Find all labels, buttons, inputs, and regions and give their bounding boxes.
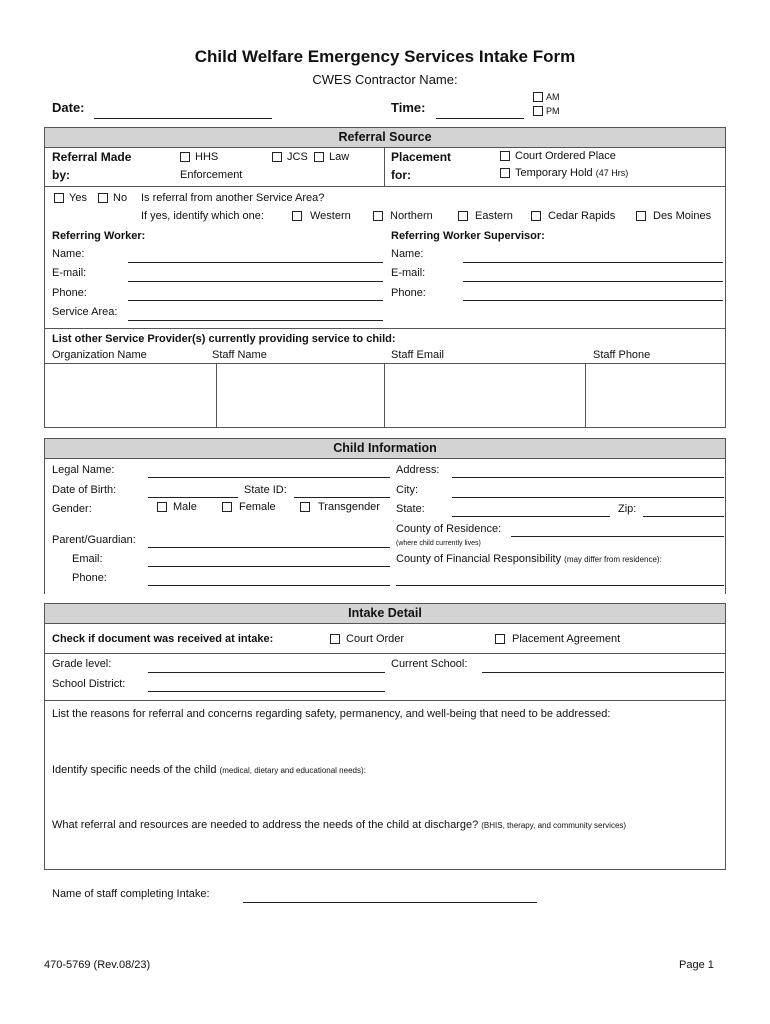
provider-staff-phone-cell[interactable] — [586, 364, 724, 426]
state-field[interactable] — [452, 516, 610, 517]
temporary-hold-checkbox[interactable] — [500, 168, 510, 178]
school-district-label: School District: — [52, 678, 126, 690]
provider-col-staff-name: Staff Name — [212, 349, 267, 361]
county-res-field[interactable] — [511, 536, 724, 537]
worker-email-field[interactable] — [128, 281, 383, 282]
reasons-field[interactable] — [52, 724, 722, 760]
placement-agreement-label: Placement Agreement — [512, 633, 621, 645]
staff-label: Name of staff completing Intake: — [52, 888, 210, 900]
needs-text: Identify specific needs of the child — [52, 764, 217, 776]
court-order-label: Court Order — [346, 633, 405, 645]
county-fin-field[interactable] — [396, 585, 724, 586]
city-field[interactable] — [452, 497, 724, 498]
discharge-text: What referral and resources are needed to address the needs of the child at discharge? — [52, 819, 479, 831]
provider-staff-name-cell[interactable] — [217, 364, 383, 426]
state-label: State: — [396, 503, 425, 515]
parent-email-field[interactable] — [148, 566, 390, 567]
supervisor-name-field[interactable] — [463, 262, 723, 263]
date-field[interactable] — [94, 118, 272, 119]
eastern-label: Eastern — [475, 210, 513, 222]
state-id-field[interactable] — [294, 497, 390, 498]
form-number: 470-5769 (Rev.08/23) — [44, 959, 151, 971]
parent-phone-field[interactable] — [148, 585, 390, 586]
supervisor-email-field[interactable] — [463, 281, 723, 282]
discharge-field[interactable] — [52, 835, 722, 867]
providers-title: List other Service Provider(s) currently providing service to child: — [52, 333, 396, 345]
hhs-checkbox[interactable] — [180, 152, 190, 162]
discharge-label — [52, 819, 626, 832]
supervisor-title: Referring Worker Supervisor: — [391, 230, 545, 242]
northern-checkbox[interactable] — [373, 211, 383, 221]
dob-field[interactable] — [148, 497, 238, 498]
page-number: Page 1 — [679, 959, 714, 971]
worker-email-label: E-mail: — [52, 267, 87, 279]
current-school-field[interactable] — [482, 672, 724, 673]
city-label: City: — [396, 484, 418, 496]
supervisor-name-label: Name: — [391, 248, 424, 260]
page-title: Child Welfare Emergency Services Intake Form — [194, 47, 576, 66]
worker-name-label: Name: — [52, 248, 85, 260]
court-ordered-checkbox[interactable] — [500, 151, 510, 161]
provider-col-staff-email: Staff Email — [391, 349, 444, 361]
county-fin-note: (may differ from residence): — [564, 555, 662, 564]
court-ordered-label: Court Ordered Place — [515, 150, 616, 162]
law-label: Law — [329, 151, 350, 163]
northern-label: Northern — [390, 210, 433, 222]
supervisor-phone-label: Phone: — [391, 287, 426, 299]
date-label: Date: — [52, 100, 85, 115]
temporary-hold-text: Temporary Hold — [515, 167, 593, 179]
school-district-field[interactable] — [148, 691, 385, 692]
zip-label: Zip: — [618, 503, 637, 515]
jcs-checkbox[interactable] — [272, 152, 282, 162]
time-field[interactable] — [436, 118, 524, 119]
cedar-rapids-checkbox[interactable] — [531, 211, 541, 221]
female-label: Female — [239, 501, 276, 513]
county-fin-label — [396, 553, 662, 566]
temporary-hold-note: (47 Hrs) — [595, 168, 629, 178]
contractor-label: CWES Contractor Name: — [312, 72, 458, 87]
identify-label: If yes, identify which one: — [141, 210, 264, 222]
referring-worker-title: Referring Worker: — [52, 230, 146, 242]
dob-label: Date of Birth: — [52, 484, 117, 496]
gender-label: Gender: — [52, 503, 92, 515]
jcs-label: JCS — [287, 151, 308, 163]
check-document-label: Check if document was received at intake: — [52, 633, 274, 645]
referral-source-header: Referral Source — [45, 128, 725, 148]
supervisor-email-label: E-mail: — [391, 267, 426, 279]
female-checkbox[interactable] — [222, 502, 232, 512]
provider-staff-email-cell[interactable] — [385, 364, 584, 426]
des-moines-label: Des Moines — [653, 210, 712, 222]
cedar-rapids-label: Cedar Rapids — [548, 210, 616, 222]
needs-note: (medical, dietary and educational needs): — [219, 766, 366, 775]
state-id-label: State ID: — [244, 484, 287, 496]
parent-label: Parent/Guardian: — [52, 534, 136, 546]
reasons-label: List the reasons for referral and concerns regarding safety, permanency, and well-being that need to be addressed: — [52, 708, 611, 720]
county-res-note: (where child currently lives) — [396, 540, 481, 547]
other-area-question: Is referral from another Service Area? — [141, 192, 325, 204]
male-label: Male — [173, 501, 197, 513]
placement-agreement-checkbox[interactable] — [495, 634, 505, 644]
referral-made-label-2: by: — [52, 168, 70, 182]
child-info-section — [44, 438, 726, 594]
transgender-checkbox[interactable] — [300, 502, 310, 512]
yes-label: Yes — [69, 192, 87, 204]
western-label: Western — [310, 210, 351, 222]
service-area-label: Service Area: — [52, 306, 118, 318]
court-order-checkbox[interactable] — [330, 634, 340, 644]
zip-field[interactable] — [643, 516, 724, 517]
provider-org-cell[interactable] — [46, 364, 215, 426]
referral-made-label: Referral Made — [52, 150, 132, 164]
yes-checkbox[interactable] — [54, 193, 64, 203]
worker-phone-field[interactable] — [128, 300, 383, 301]
male-checkbox[interactable] — [157, 502, 167, 512]
supervisor-phone-field[interactable] — [463, 300, 723, 301]
law-label-2: Enforcement — [180, 169, 243, 181]
time-label: Time: — [391, 100, 426, 115]
western-checkbox[interactable] — [292, 211, 302, 221]
eastern-checkbox[interactable] — [458, 211, 468, 221]
address-label: Address: — [396, 464, 440, 476]
provider-col-org: Organization Name — [52, 349, 147, 361]
intake-detail-header: Intake Detail — [45, 604, 725, 624]
needs-label — [52, 764, 366, 777]
current-school-label: Current School: — [391, 658, 468, 670]
county-res-label: County of Residence: — [396, 523, 502, 535]
needs-field[interactable] — [52, 780, 722, 816]
parent-field[interactable] — [148, 547, 390, 548]
no-checkbox[interactable] — [98, 193, 108, 203]
am-checkbox[interactable] — [533, 92, 543, 102]
placement-label-2: for: — [391, 168, 411, 182]
des-moines-checkbox[interactable] — [636, 211, 646, 221]
placement-label: Placement — [391, 150, 452, 164]
service-area-field[interactable] — [128, 320, 383, 321]
county-fin-text: County of Financial Responsibility — [396, 553, 562, 565]
discharge-note: (BHIS, therapy, and community services) — [481, 821, 627, 830]
grade-label: Grade level: — [52, 658, 112, 670]
pm-label: PM — [546, 106, 560, 116]
worker-name-field[interactable] — [128, 262, 383, 263]
parent-phone-label: Phone: — [72, 572, 107, 584]
legal-name-field[interactable] — [148, 477, 390, 478]
grade-field[interactable] — [148, 672, 385, 673]
transgender-label: Transgender — [318, 501, 380, 513]
legal-name-label: Legal Name: — [52, 464, 115, 476]
provider-col-staff-phone: Staff Phone — [593, 349, 651, 361]
staff-field[interactable] — [243, 902, 537, 903]
temporary-hold-label — [515, 167, 628, 180]
am-label: AM — [546, 92, 560, 102]
no-label: No — [113, 192, 128, 204]
hhs-label: HHS — [195, 151, 219, 163]
pm-checkbox[interactable] — [533, 106, 543, 116]
law-checkbox[interactable] — [314, 152, 324, 162]
worker-phone-label: Phone: — [52, 287, 87, 299]
parent-email-label: Email: — [72, 553, 103, 565]
address-field[interactable] — [452, 477, 724, 478]
child-info-header: Child Information — [45, 439, 725, 459]
